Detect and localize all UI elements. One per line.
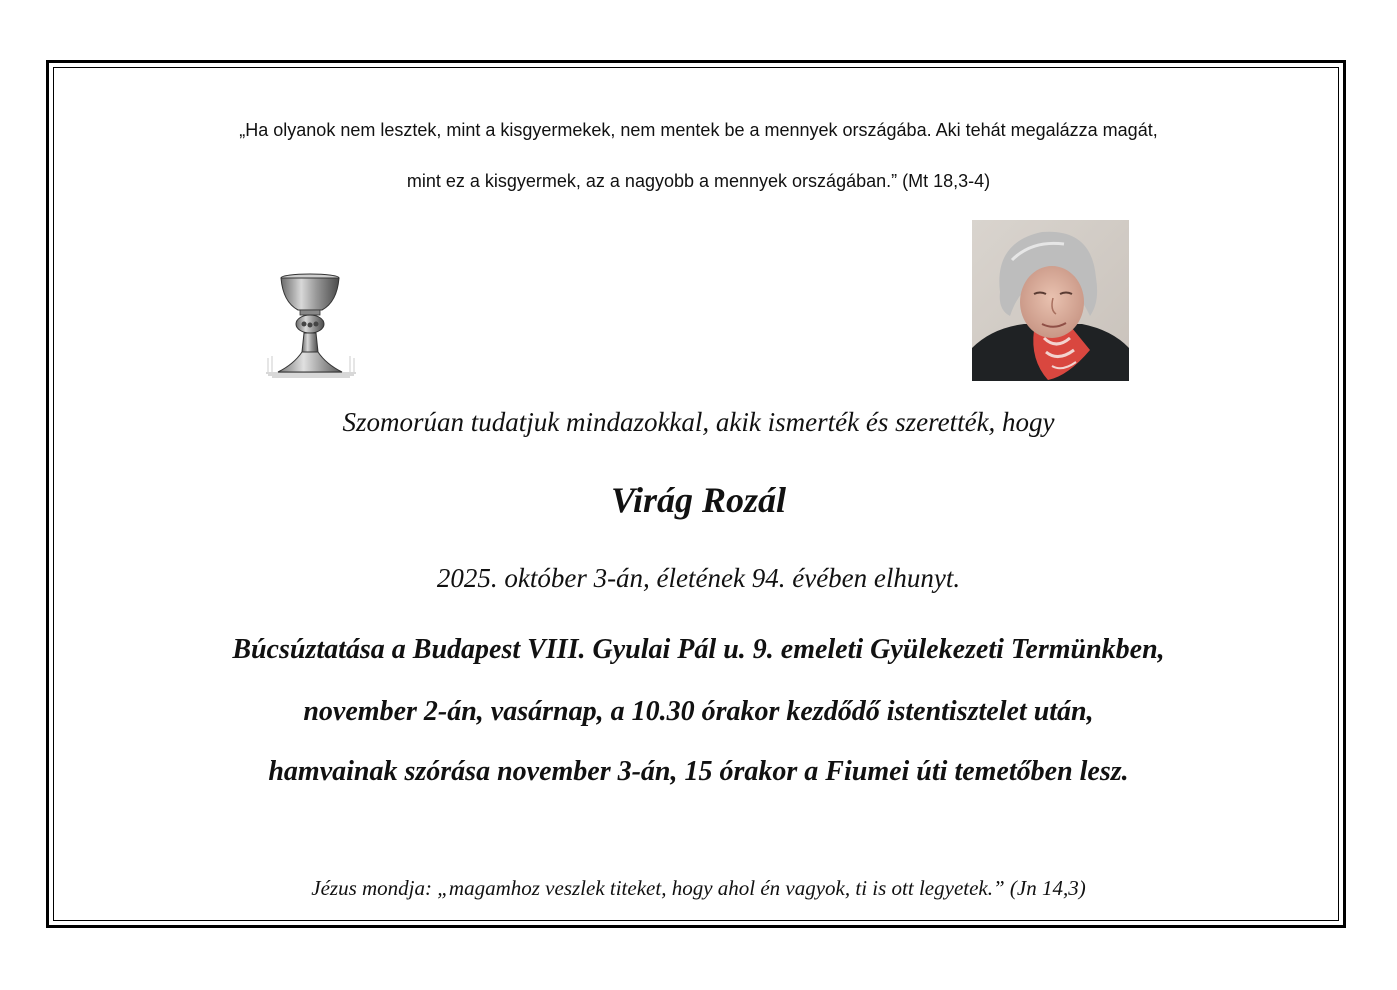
portrait-photo bbox=[972, 220, 1129, 381]
chalice-icon bbox=[264, 272, 360, 380]
funeral-line-3: hamvainak szórása november 3-án, 15 órakor a Fiumei úti temetőben lesz. bbox=[268, 756, 1129, 787]
closing-quote: Jézus mondja: „magamhoz veszlek titeket, hogy ahol én vagyok, ti is ott legyetek.” (Jn 14,3) bbox=[311, 876, 1086, 900]
funeral-line-2: november 2-án, vasárnap, a 10.30 órakor kezdődő istentisztelet után, bbox=[303, 696, 1094, 727]
death-date: 2025. október 3-án, életének 94. évében elhunyt. bbox=[436, 563, 961, 593]
deceased-name: Virág Rozál bbox=[610, 480, 787, 520]
funeral-line-1: Búcsúztatása a Budapest VIII. Gyulai Pál u. 9. emeleti Gyülekezeti Termünkben, bbox=[232, 634, 1165, 665]
announcement-intro: Szomorúan tudatjuk mindazokkal, akik ismerték és szerették, hogy bbox=[342, 407, 1055, 437]
quote-line-1: „Ha olyanok nem lesztek, mint a kisgyermekek, nem mentek be a mennyek országába. Aki tehát megalázza magát, bbox=[239, 120, 1158, 140]
quote-line-2: mint ez a kisgyermek, az a nagyobb a mennyek országában.” (Mt 18,3-4) bbox=[406, 171, 991, 191]
